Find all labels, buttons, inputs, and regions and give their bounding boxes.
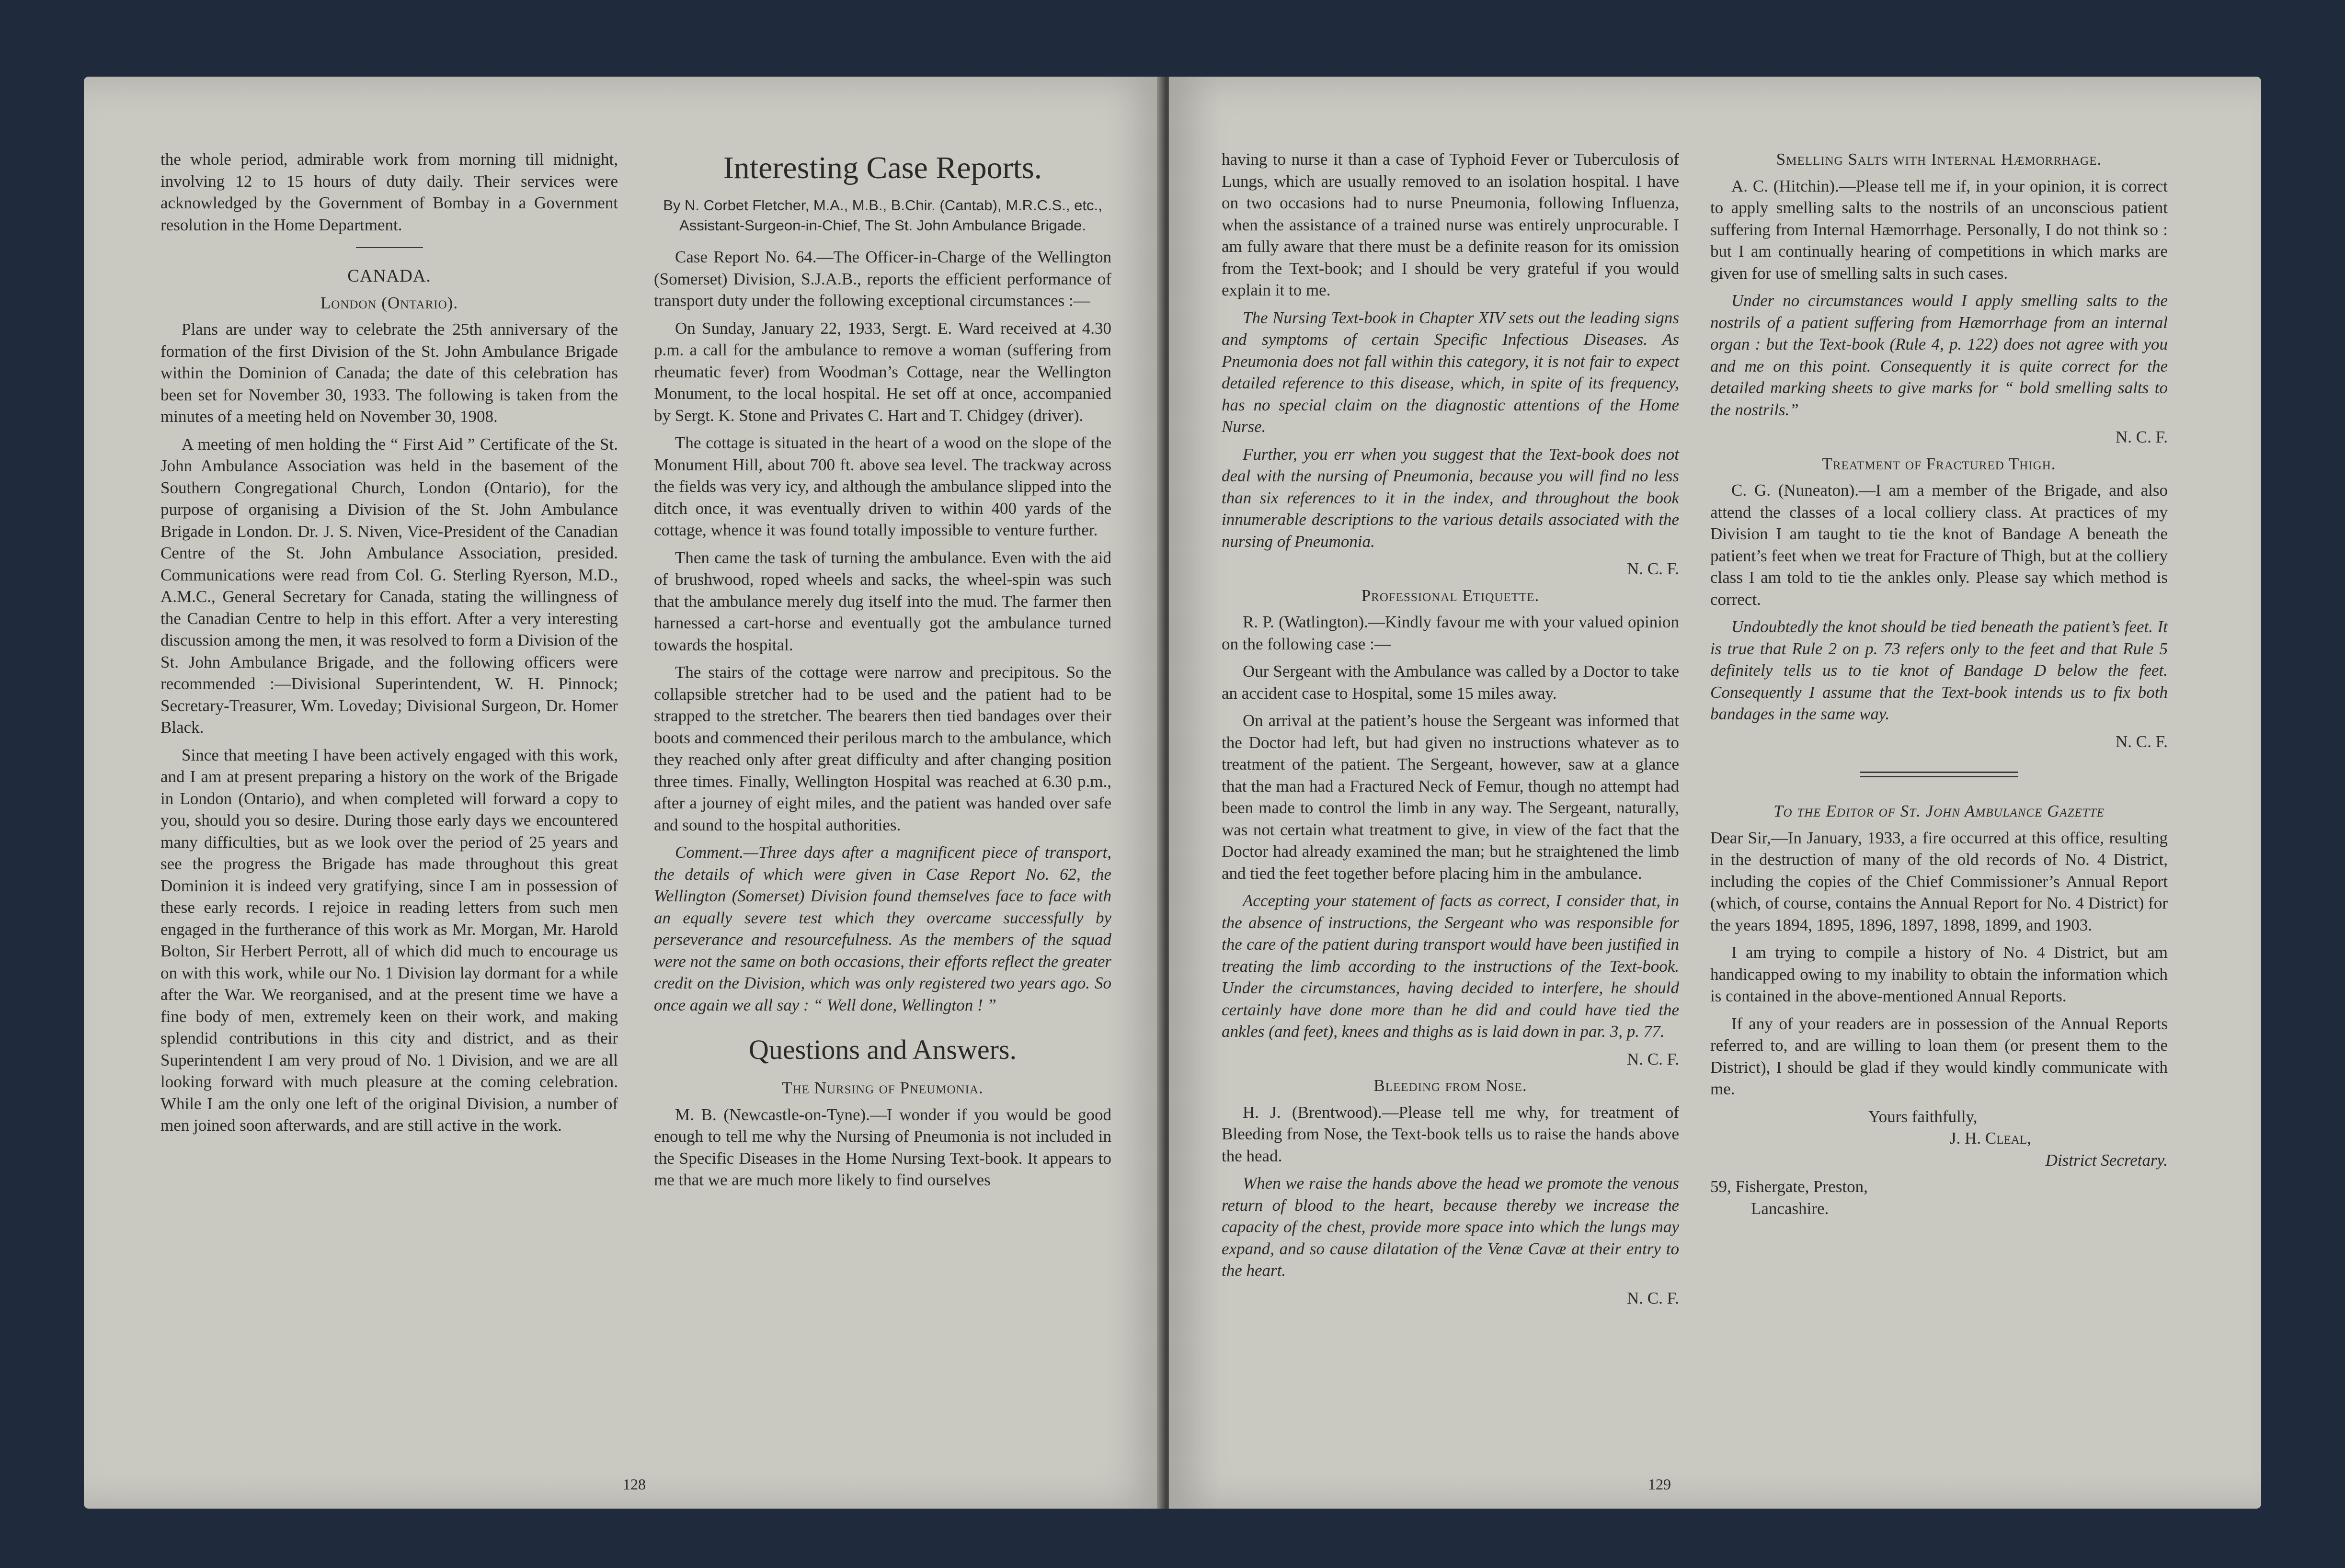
paragraph: having to nurse it than a case of Typhoid Fever or Tuberculosis of Lungs, which are usually removed to an isolation hospital. I have on two occasions had to nurse Pneumonia, following Influenza, when the assistance of a trained nurse was entirely unprocurable. I am fully aware that there must be a definite reason for its omission from the Text-book; and I should be very grateful if you would explain it to me.	[1222, 150, 1679, 299]
signature: N. C. F.	[1626, 1288, 1679, 1307]
paragraph: Case Report No. 64.—The Officer-in-Charge of the Wellington (Somerset) Division, S.J.A.B., reports the efficient performance of transport duty under the following exceptional circumstances :—	[654, 248, 1111, 310]
article-title: Interesting Case Reports.	[723, 150, 1042, 185]
subsection-heading: Bleeding from Nose.	[1373, 1076, 1527, 1095]
section-title: Questions and Answers.	[748, 1034, 1017, 1065]
signature: N. C. F.	[2115, 428, 2168, 446]
page-number: 129	[1648, 1476, 1671, 1493]
letter-paragraph: I am trying to compile a history of No. 4 District, but am handicapped owing to my inability to obtain the information which is contained in the above-mentioned Annual Reports.	[1710, 943, 2168, 1005]
letter-to-editor	[1710, 800, 2168, 1219]
paragraph: On Sunday, January 22, 1933, Sergt. E. Ward received at 4.30 p.m. a call for the ambulance to remove a woman (suffering from rheumatic fever) from Woodman’s Cottage, near the Wellington Monument, to the local hospital. He set off at once, accompanied by Sergt. K. Stone and Privates C. Hart and T. Chidgey (driver).	[654, 318, 1111, 425]
paragraph: H. J. (Brentwood).—Please tell me why, for treatment of Bleeding from Nose, the Text-book tells us to raise the hands above the head.	[1222, 1102, 1679, 1165]
subsection-heading: Professional Etiquette.	[1361, 586, 1540, 605]
signature: N. C. F.	[2115, 732, 2168, 751]
answer-paragraph: When we raise the hands above the head we promote the venous return of blood to the heart, because thereby we increase the capacity of the chest, provide more space into which the lungs may expand, and so cause dilatation of the Venæ Cavæ at their entry to the heart.	[1222, 1174, 1679, 1280]
subsection-heading: Treatment of Fractured Thigh.	[1822, 454, 2056, 473]
answer-paragraph: Undoubtedly the knot should be tied beneath the patient’s feet. It is true that Rule 2 on p. 73 refers only to the feet and that Rule 5 definitely tells us to tie knot of Bandage D below the feet. Consequently I assume that the Text-book intends us to fix both bandages in the same way.	[1710, 617, 2168, 723]
double-rule-divider	[1860, 772, 2018, 777]
answer-paragraph: Accepting your statement of facts as correct, I consider that, in the absence of instructions, the Sergeant who was responsible for the care of the patient during transport would have been justified in treating the limb according to the instructions of the Text-book. Under the circumstances, having decided to interfere, he should certainly have done more than he did and could have tied the ankles (and feet), knees and thighs as is laid down in par. 3, p. 77.	[1222, 891, 1679, 1041]
paragraph: A meeting of men holding the “ First Aid ” Certificate of the St. John Ambulance Association was held in the basement of the Southern Congregational Church, London (Ontario), for the purpose of organising a Division of the St. John Ambulance Brigade in London. Dr. J. S. Niven, Vice-President of the Canadian Centre of the St. John Ambulance Association, presided. Communications were read from Col. G. Sterling Ryerson, M.D., A.M.C., General Secretary for Canada, stating the willingness of the Canadian Centre to help in this effort. After a very interesting discussion among the men, it was resolved to form a Division of the St. John Ambulance Brigade, and the following officers were recommended :—Divisional Superintendent, W. H. Pinnock; Secretary-Treasurer, Wm. Loveday; Divisional Surgeon, Dr. Homer Black.	[160, 434, 618, 737]
subsection-heading: Smelling Salts with Internal Hæmorrhage.	[1776, 150, 2102, 169]
answer-paragraph: Under no circumstances would I apply smelling salts to the nostrils of a patient suffering from Hæmorrhage from an internal organ : but the Text-book (Rule 4, p. 122) does not agree with you and me on this point. Consequently it is quite correct for the detailed marking sheets to give marks for “ bold smelling salts to the nostrils.”	[1710, 291, 2168, 419]
section-rule	[356, 247, 423, 248]
subsection-heading: The Nursing of Pneumonia.	[782, 1079, 984, 1097]
paragraph: On arrival at the patient’s house the Sergeant was informed that the Doctor had left, but had given no instructions whatever as to treatment of the patient. The Sergeant, however, saw at a glance that the man had a Fractured Neck of Femur, though no attempt had been made to control the limb in any way. The Sergeant, naturally, was not certain what treatment to give, in view of the fact that the Doctor had already examined the man; but he straightened the limb and tied the feet together before placing him in the ambulance.	[1222, 711, 1679, 883]
letter-heading: To the Editor of St. John Ambulance Gazette	[1773, 802, 2105, 820]
signature: N. C. F.	[1626, 1049, 1679, 1068]
paragraph: The cottage is situated in the heart of a wood on the slope of the Monument Hill, about 700 ft. above sea level. The trackway across the fields was very icy, and although the ambulance slipped into the ditch once, it was eventually driven to within 400 yards of the cottage, whence it was found totally impossible to venture further.	[654, 433, 1111, 539]
subsection-heading: London (Ontario).	[320, 293, 458, 312]
paragraph: A. C. (Hitchin).—Please tell me if, in your opinion, it is correct to apply smelling salts to the nostrils of an unconscious patient suffering from Internal Hæmorrhage. Personally, I do not think so : but I am continually hearing of competitions in which marks are given for use of smelling salts in such cases.	[1710, 176, 2168, 283]
comment-paragraph: Comment.—Three days after a magnificent piece of transport, the details of which were given in Case Report No. 62, the Wellington (Somerset) Division found themselves face to face with an equally severe test which they overcame successfully by perseverance and resourcefulness. As the members of the squad were not the same on both occasions, their efforts reflect the greater credit on the Division, which was only registered two years ago. So once again we all say : “ Well done, Wellington ! ”	[654, 843, 1111, 1014]
paragraph: Then came the task of turning the ambulance. Even with the aid of brushwood, roped wheels and sacks, the wheel-spin was such that the ambulance merely dug itself into the mud. The farmer then harnessed a cart-horse and eventually got the ambulance turned towards the hospital.	[654, 548, 1111, 654]
left-page	[84, 77, 1164, 1509]
letter-signatory-role: District Secretary.	[2045, 1150, 2168, 1170]
letter-paragraph: Dear Sir,—In January, 1933, a fire occurred at this office, resulting in the destruction of many of the old records of No. 4 District, including the copies of the Chief Commissioner’s Annual Report (which, of course, contains the Annual Report for No. 4 District) for the years 1894, 1895, 1896, 1897, 1898, 1899, and 1903.	[1710, 828, 2168, 934]
paragraph: Our Sergeant with the Ambulance was called by a Doctor to take an accident case to Hospital, some 15 miles away.	[1222, 662, 1679, 703]
address-line: Lancashire.	[1751, 1199, 1829, 1218]
section-heading: CANADA.	[347, 266, 431, 286]
right-column-2	[1710, 148, 2168, 1219]
paragraph: Since that meeting I have been actively engaged with this work, and I am at present preparing a history on the work of the Brigade in London (Ontario), and when completed will forward a copy to you, should you so desire. During those early days we encountered many difficulties, but as we look over the period of 25 years and see the progress the Brigade has made throughout this great Dominion it is indeed very gratifying, since I am in possession of these early records. I rejoice in reading letters from such men engaged in the furtherance of this work as Mr. Morgan, Mr. Harold Bolton, Sir Herbert Perrott, all of which did much to encourage us on with this work, while our No. 1 Division lay dormant for a while after the War. We reorganised, and at the present time we have a fine body of men, extremely keen on their work, and making splendid contributions in this city and district, and as their Superintendent I am very proud of No. 1 Division, and we are all looking forward with much pleasure at the coming celebration. While I am the only one left of the original Division, a number of men joined soon afterwards, and are still active in the work.	[160, 745, 618, 1135]
left-column-2	[654, 148, 1111, 1197]
address-line: 59, Fishergate, Preston,	[1710, 1177, 1868, 1196]
signature: N. C. F.	[1626, 559, 1679, 578]
paragraph: M. B. (Newcastle-on-Tyne).—I wonder if you would be good enough to tell me why the Nursing of Pneumonia is not included in the Specific Diseases in the Home Nursing Text-book. It appears to me that we are much more likely to find ourselves	[654, 1105, 1111, 1189]
letter-paragraph: If any of your readers are in possession of the Annual Reports referred to, and are willing to loan them (or present them to the District), I should be glad if they would kindly communicate with me.	[1710, 1014, 2168, 1098]
left-column-1	[160, 148, 618, 1142]
byline: By N. Corbet Fletcher, M.A., M.B., B.Chir. (Cantab), M.R.C.S., etc., Assistant-Surgeon-in-Chief, The St. John Ambulance Brigade.	[663, 197, 1102, 234]
paragraph: Plans are under way to celebrate the 25th anniversary of the formation of the first Division of the St. John Ambulance Brigade within the Dominion of Canada; the date of this celebration has been set for November 30, 1933. The following is taken from the minutes of a meeting held on November 30, 1908.	[160, 320, 618, 426]
paragraph: R. P. (Watlington).—Kindly favour me with your valued opinion on the following case :—	[1222, 613, 1679, 653]
right-page	[1169, 77, 2261, 1509]
answer-paragraph: Further, you err when you suggest that the Text-book does not deal with the nursing of Pneumonia, because you will find no less than six references to it in the index, and throughout the book innumerable descriptions to the various details associated with the nursing of Pneumonia.	[1222, 444, 1679, 551]
right-column-1	[1222, 148, 1679, 1314]
letter-closing: Yours faithfully,	[1868, 1107, 1978, 1126]
paragraph: C. G. (Nuneaton).—I am a member of the Brigade, and also attend the classes of a local colliery class. At practices of my Division I am taught to tie the knot of Bandage A beneath the patient’s feet when we treat for Fracture of Thigh, but at the colliery class I am told to tie the ankles only. Please say which method is correct.	[1710, 481, 2168, 609]
page-number: 128	[623, 1476, 646, 1493]
paragraph: The stairs of the cottage were narrow and precipitous. So the collapsible stretcher had to be used and the patient had to be strapped to the stretcher. The bearers then tied bandages over their boots and commenced their perilous march to the ambulance, which they reached only after great difficulty and after changing position three times. Finally, Wellington Hospital was reached at 6.30 p.m., after a journey of eight miles, and the patient was handed over safe and sound to the hospital authorities.	[654, 663, 1111, 834]
intro-text: the whole period, admirable work from morning till midnight, involving 12 to 15 hours of duty daily. Their services were acknowledged by the Government of Bombay in a Government resolution in the Home Department.	[160, 150, 618, 234]
letter-signatory: J. H. Cleal,	[1950, 1129, 2031, 1148]
answer-paragraph: The Nursing Text-book in Chapter XIV sets out the leading signs and symptoms of certain Specific Infectious Diseases. As Pneumonia does not fall within this category, it is not fair to expect detailed reference to this disease, which, in spite of its frequency, has no special claim on the diagnostic attentions of the Home Nurse.	[1222, 308, 1679, 436]
